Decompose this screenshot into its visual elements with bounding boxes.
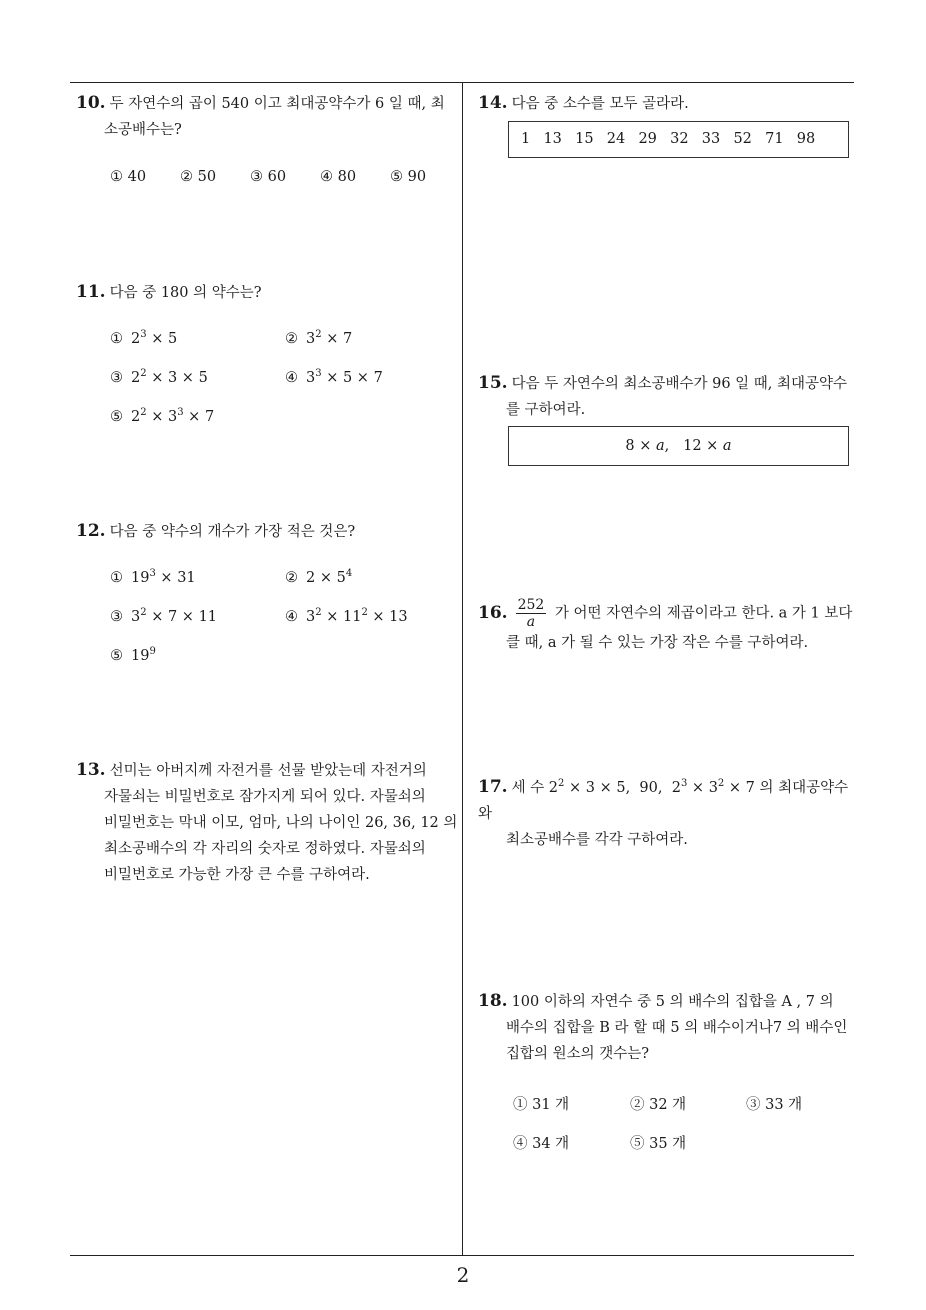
question-number: 11.	[76, 282, 106, 302]
question-number: 12.	[76, 521, 106, 541]
choice-4[interactable]: ④ $3^3 \times 5 \times 7$	[285, 368, 383, 386]
expression-box: 8 × a, 12 × a	[508, 426, 849, 466]
choice-3[interactable]: ③ $3^2 \times 7 \times 11$	[110, 607, 218, 625]
choice-mark: ④	[285, 609, 298, 625]
choice-3[interactable]: ③ 33 개	[746, 1097, 803, 1113]
question-text: 소공배수는?	[104, 122, 182, 138]
choice-mark: ⑤	[110, 409, 123, 425]
choice-2[interactable]: ② 50	[180, 169, 217, 185]
choice-1[interactable]: ① 31 개	[513, 1097, 570, 1113]
question-text: 배수의 집합을 B 라 할 때 5 의 배수이거나7 의 배수인	[506, 1020, 848, 1036]
question-18	[478, 988, 862, 1067]
choice-mark: ④	[285, 370, 298, 386]
number-list-box: 1 13 15 24 29 32 33 52 71 98	[508, 121, 849, 158]
question-15	[478, 370, 862, 423]
question-text: 의 최대공약수와	[478, 780, 849, 822]
question-text: 다음 두 자연수의 최소공배수가 96 일 때, 최대공약수	[511, 376, 848, 392]
question-text: 선미는 아버지께 자전거를 선물 받았는데 자전거의	[109, 763, 427, 779]
question-number: 10.	[76, 93, 106, 113]
question-16	[478, 597, 862, 656]
fraction-numerator: 252	[517, 597, 545, 613]
question-text: 다음 중 소수를 모두 골라라.	[511, 96, 689, 112]
question-number: 15.	[478, 373, 508, 393]
question-number: 13.	[76, 760, 106, 780]
choice-5[interactable]: ⑤ 35 개	[630, 1136, 687, 1152]
choice-3[interactable]: ③ $2^2 \times 3 \times 5$	[110, 368, 208, 386]
question-text: 클 때, a 가 될 수 있는 가장 작은 수를 구하여라.	[506, 635, 809, 651]
choice-mark: ①	[110, 331, 123, 347]
question-text: 자물쇠는 비밀번호로 잠가지게 되어 있다. 자물쇠의	[104, 789, 426, 805]
bottom-rule	[70, 1255, 854, 1256]
question-text: 다음 중 약수의 개수가 가장 적은 것은?	[109, 524, 356, 540]
question-13	[76, 757, 462, 888]
question-17: 17. 세 수 $2^2 \times 3 \times 5$, 90, $2^3 \times 3^2 \times 7$ 의 최대공약수와 최소공배수를 각각 구하여라.	[478, 774, 862, 853]
choice-mark: ③	[110, 370, 123, 386]
question-text: 다음 중 180 의 약수는?	[109, 285, 262, 301]
question-text: 100 이하의 자연수 중 5 의 배수의 집합을 A , 7 의	[511, 994, 834, 1010]
question-text: 두 자연수의 곱이 540 이고 최대공약수가 6 일 때, 최	[109, 96, 445, 112]
choice-mark: ⑤	[110, 648, 123, 664]
choice-1[interactable]: ① $19^3 \times 31$	[110, 568, 196, 586]
choice-mark: ①	[110, 570, 123, 586]
question-text: 비밀번호로 가능한 가장 큰 수를 구하여라.	[104, 867, 370, 883]
choice-5[interactable]: ⑤ $19^9$	[110, 646, 156, 664]
question-14	[478, 90, 858, 117]
choice-3[interactable]: ③ 60	[250, 169, 287, 185]
choice-4[interactable]: ④ 34 개	[513, 1136, 570, 1152]
question-12	[76, 518, 462, 545]
choice-4[interactable]: ④ $3^2 \times 11^2 \times 13$	[285, 607, 408, 625]
fraction	[516, 597, 547, 630]
choice-4[interactable]: ④ 80	[320, 169, 357, 185]
question-10	[76, 90, 462, 143]
question-text: 가 어떤 자연수의 제곱이라고 한다. a 가 1 보다	[554, 605, 853, 622]
question-number: 16.	[478, 602, 508, 623]
question-number: 18.	[478, 991, 508, 1011]
choice-mark: ③	[110, 609, 123, 625]
question-text: 최소공배수의 각 자리의 숫자로 정하였다. 자물쇠의	[104, 841, 426, 857]
question-text: 세 수	[511, 780, 545, 796]
choice-2[interactable]: ② $3^2 \times 7$	[285, 329, 353, 347]
choice-mark: ②	[285, 331, 298, 347]
question-text: 최소공배수를 각각 구하여라.	[506, 832, 688, 848]
question-text: 비밀번호는 막내 이모, 엄마, 나의 나이인 26, 36, 12 의	[104, 815, 458, 831]
choice-2[interactable]: ② $2 \times 5^4$	[285, 568, 353, 586]
question-text: 집합의 원소의 갯수는?	[506, 1046, 650, 1062]
choice-1[interactable]: ① $2^3 \times 5$	[110, 329, 178, 347]
choice-2[interactable]: ② 32 개	[630, 1097, 687, 1113]
column-divider	[462, 82, 463, 1255]
choice-5[interactable]: ⑤ 90	[390, 169, 427, 185]
question-number: 17.	[478, 777, 508, 797]
choice-5[interactable]: ⑤ $2^2 \times 3^3 \times 7$	[110, 407, 215, 425]
choice-mark: ②	[285, 570, 298, 586]
page-number: 2	[456, 1263, 470, 1287]
question-number: 14.	[478, 93, 508, 113]
question-text: 를 구하여라.	[506, 402, 586, 418]
question-11	[76, 279, 462, 306]
choice-1[interactable]: ① 40	[110, 169, 147, 185]
fraction-denominator: a	[526, 614, 536, 630]
